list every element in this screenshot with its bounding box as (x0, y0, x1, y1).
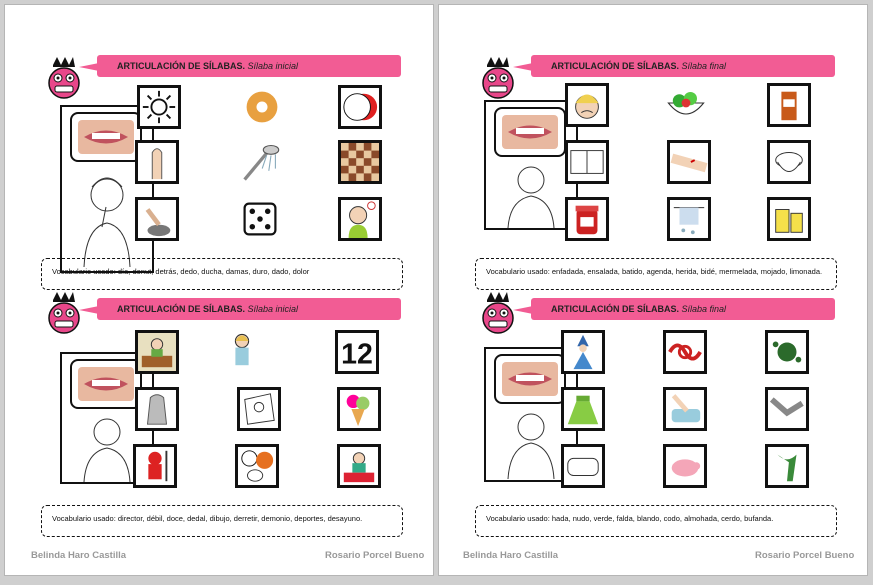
banner-tail (513, 63, 533, 71)
thimble-icon (135, 387, 179, 431)
mascot-icon (45, 292, 83, 336)
footer-author-left: Belinda Haro Castilla (463, 550, 559, 561)
lemonade-icon (767, 197, 811, 241)
section-final-2 (439, 292, 868, 552)
section-de-initial (5, 292, 434, 552)
knot-icon (663, 330, 707, 374)
vocabulary-box: Vocabulario usado: enfadada, ensalada, batido, agenda, herida, bidé, mermelada, mojado, limonada. (475, 258, 837, 290)
checkers-icon (338, 140, 382, 184)
bidet-icon (767, 140, 811, 184)
footer-author-right: Rosario Porcel Bueno (325, 550, 425, 561)
banner-tail (79, 306, 99, 314)
agenda-icon (565, 140, 609, 184)
mascot-icon (45, 57, 83, 101)
skirt-icon (561, 387, 605, 431)
articulation-card (60, 105, 154, 273)
circles-icon (338, 85, 382, 129)
dice-icon (238, 197, 282, 241)
weak-icon (220, 330, 264, 374)
finger-icon (135, 140, 179, 184)
banner-tail (513, 306, 533, 314)
devil-icon (133, 444, 177, 488)
mouth-icon (70, 112, 142, 162)
scarf-icon (765, 444, 809, 488)
hard-icon (135, 197, 179, 241)
banner-tail (79, 63, 99, 71)
icecream-icon (337, 387, 381, 431)
mouth-icon (494, 107, 566, 157)
vocabulary-box: Vocabulario usado: día, donut, detrás, dedo, ducha, damas, duro, dado, dolor (41, 258, 403, 290)
director-icon (135, 330, 179, 374)
boy-icon (496, 407, 566, 479)
fairy-icon (561, 330, 605, 374)
pillow-icon (561, 444, 605, 488)
twelve-icon (335, 330, 379, 374)
shower-icon (238, 140, 282, 184)
twelve-label: 12 (341, 338, 373, 371)
vocabulary-box: Vocabulario usado: hada, nudo, verde, falda, blando, codo, almohada, cerdo, bufanda. (475, 505, 837, 537)
wet-icon (667, 197, 711, 241)
sports-icon (235, 444, 279, 488)
green-icon (765, 330, 809, 374)
mouth-icon (70, 359, 142, 409)
section-final-1 (439, 45, 868, 305)
section-banner: ARTICULACIÓN DE SÍLABAS. Sílaba final (531, 298, 835, 320)
section-d-initial (5, 45, 434, 305)
breakfast-icon (337, 444, 381, 488)
footer-author-right: Rosario Porcel Bueno (755, 550, 855, 561)
drawing-icon (237, 387, 281, 431)
mascot-icon (479, 57, 517, 101)
mouth-icon (494, 354, 566, 404)
angry-icon (565, 83, 609, 127)
pain-icon (338, 197, 382, 241)
footer-author-left: Belinda Haro Castilla (31, 550, 127, 561)
section-banner: ARTICULACIÓN DE SÍLABAS. Sílaba final (531, 55, 835, 77)
pig-icon (663, 444, 707, 488)
section-banner: ARTICULACIÓN DE SÍLABAS. Sílaba inicial (97, 298, 401, 320)
section-banner: ARTICULACIÓN DE SÍLABAS. Sílaba inicial (97, 55, 401, 77)
mascot-icon (479, 292, 517, 336)
vocabulary-box: Vocabulario usado: director, débil, doce, dedal, dibujo, derretir, demonio, deportes, desayuno. (41, 505, 403, 537)
jam-icon (565, 197, 609, 241)
articulation-card (484, 100, 578, 230)
elbow-icon (765, 387, 809, 431)
soft-icon (663, 387, 707, 431)
wound-icon (667, 140, 711, 184)
sun-icon (137, 85, 181, 129)
donut-icon (240, 85, 284, 129)
shake-icon (767, 83, 811, 127)
left-page (4, 4, 434, 576)
boy-icon (72, 412, 142, 482)
right-page (438, 4, 868, 576)
boy-icon (72, 167, 142, 267)
salad-icon (664, 81, 708, 125)
boy-icon (496, 160, 566, 228)
